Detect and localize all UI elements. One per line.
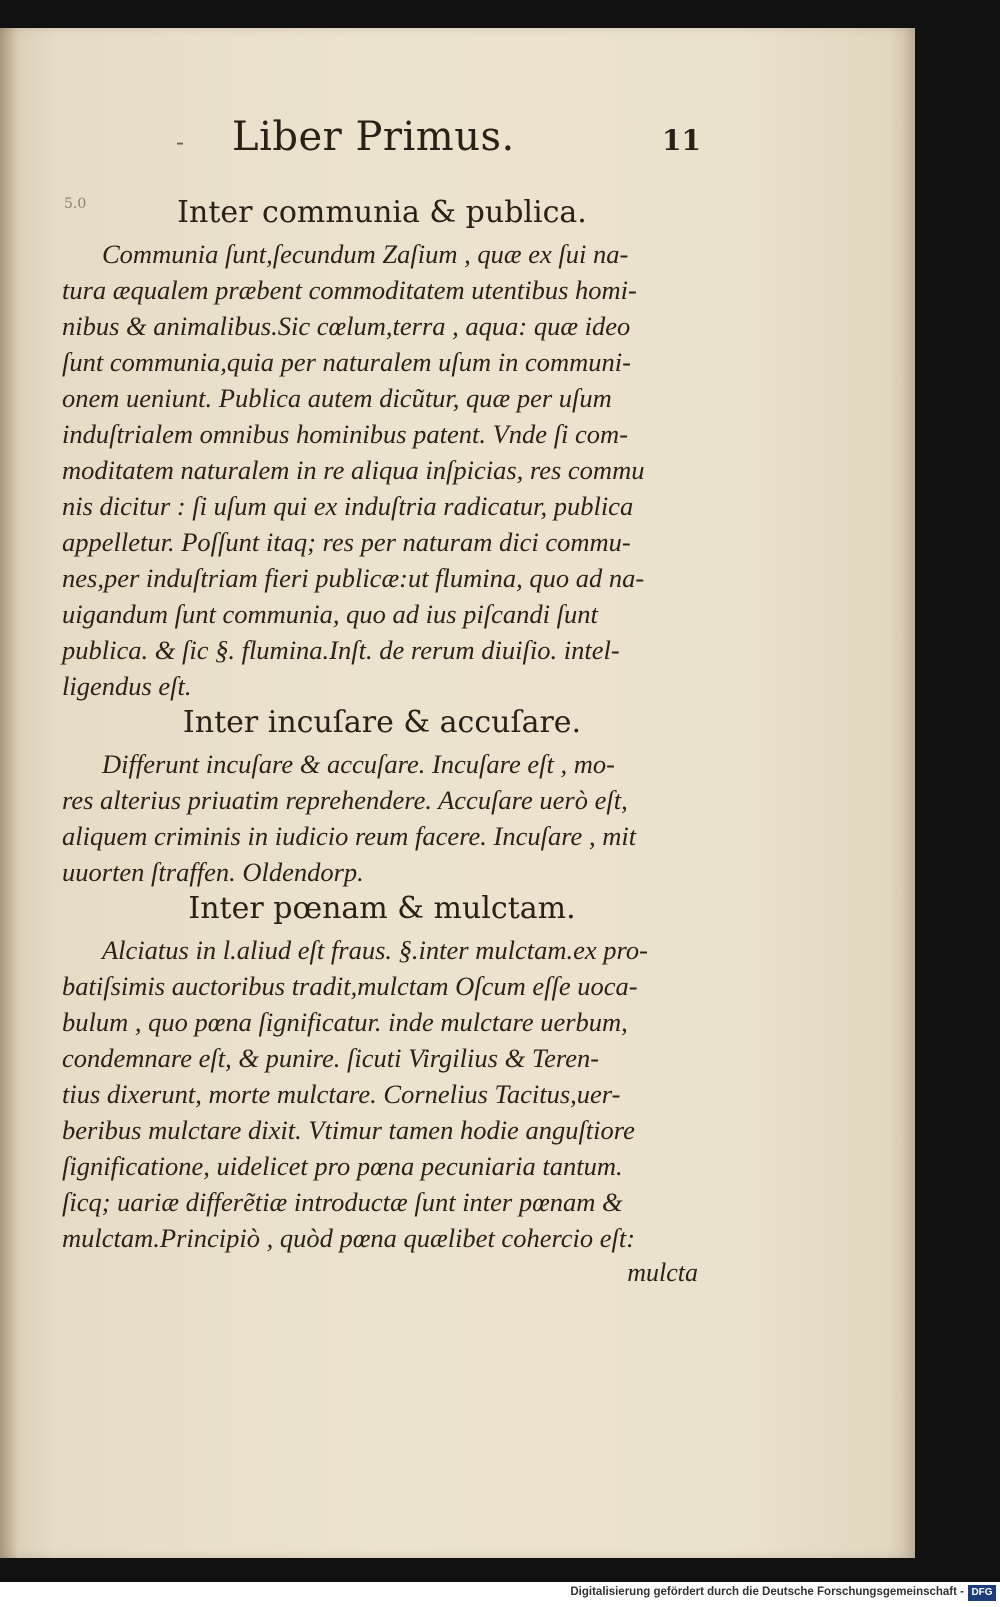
text-line: onem ueniunt. Publica autem dicũtur, quæ per uſum [62,383,612,413]
text-line: uuorten ſtraffen. Oldendorp. [62,857,364,887]
dfg-logo-icon: DFG [968,1585,996,1601]
text-line: batiſsimis auctoribus tradit,mulctam Oſcum eſſe uoca- [62,971,638,1001]
text-line: Communia ſunt,ſecundum Zaſium , quæ ex ſui na- [102,239,629,269]
section-heading-1: Inter communia & publica. [177,195,587,230]
funding-credit: Digitalisierung gefördert durch die Deutsche Forschungsgemeinschaft - [570,1586,964,1598]
running-head-mark: - [176,128,185,156]
section-body-2 [62,746,702,890]
section-body-1 [62,236,702,704]
page-number: 11 [662,124,701,157]
text-line: tius dixerunt, morte mulctare. Cornelius Tacitus,uer- [62,1079,621,1109]
text-line: condemnare eſt, & punire. ſicuti Virgilius & Teren- [62,1043,600,1073]
footer-bar [0,1582,1000,1607]
book-page [0,28,915,1558]
text-line: Alciatus in l.aliud eſt fraus. §.inter mulctam.ex pro- [102,935,648,965]
margin-note: 5.0 [64,196,87,212]
text-line: beribus mulctare dixit. Vtimur tamen hodie anguſtiore [62,1115,635,1145]
text-line: ſunt communia,quia per naturalem uſum in communi- [62,347,631,377]
section-body-3 [62,932,702,1256]
gutter-shadow [0,28,18,1558]
text-line: aliquem criminis in iudicio reum facere. Incuſare , mit [62,821,637,851]
text-line: res alterius priuatim reprehendere. Accuſare uerò eſt, [62,785,628,815]
running-head-title: Liber Primus. [232,114,515,160]
text-line: nibus & animalibus.Sic cœlum,terra , aqua: quæ ideo [62,311,631,341]
text-line: mulctam.Principiò , quòd pœna quælibet cohercio eſt: [62,1223,636,1253]
section-heading-2: Inter incuſare & accuſare. [182,705,582,740]
text-line: tura æqualem præbent commoditatem utentibus homi- [62,275,637,305]
text-line: induſtrialem omnibus hominibus patent. Vnde ſi com- [62,419,629,449]
text-block [62,194,702,1290]
text-line: Differunt incuſare & accuſare. Incuſare eſt , mo- [102,749,615,779]
text-line: uigandum ſunt communia, quo ad ius piſcandi ſunt [62,599,598,629]
text-line: publica. & ſic §. flumina.Inſt. de rerum diuiſio. intel- [62,635,620,665]
text-line: nes,per induſtriam fieri publicæ:ut flumina, quo ad na- [62,563,645,593]
text-line: ſignificatione, uidelicet pro pœna pecuniaria tantum. [62,1151,623,1181]
catchword: mulcta [627,1258,698,1287]
text-line: ſicq; uariæ differẽtiæ introductæ ſunt inter pœnam & [62,1187,623,1217]
text-line: appelletur. Poſſunt itaq; res per naturam dici commu- [62,527,631,557]
text-line: nis dicitur : ſi uſum qui ex induſtria radicatur, publica [62,491,634,521]
running-head [0,114,915,174]
text-line: ligendus eſt. [62,671,192,701]
section-heading-3: Inter pœnam & mulctam. [188,891,576,926]
text-line: bulum , quo pœna ſignificatur. inde mulctare uerbum, [62,1007,628,1037]
text-line: moditatem naturalem in re aliqua inſpicias, res commu [62,455,645,485]
